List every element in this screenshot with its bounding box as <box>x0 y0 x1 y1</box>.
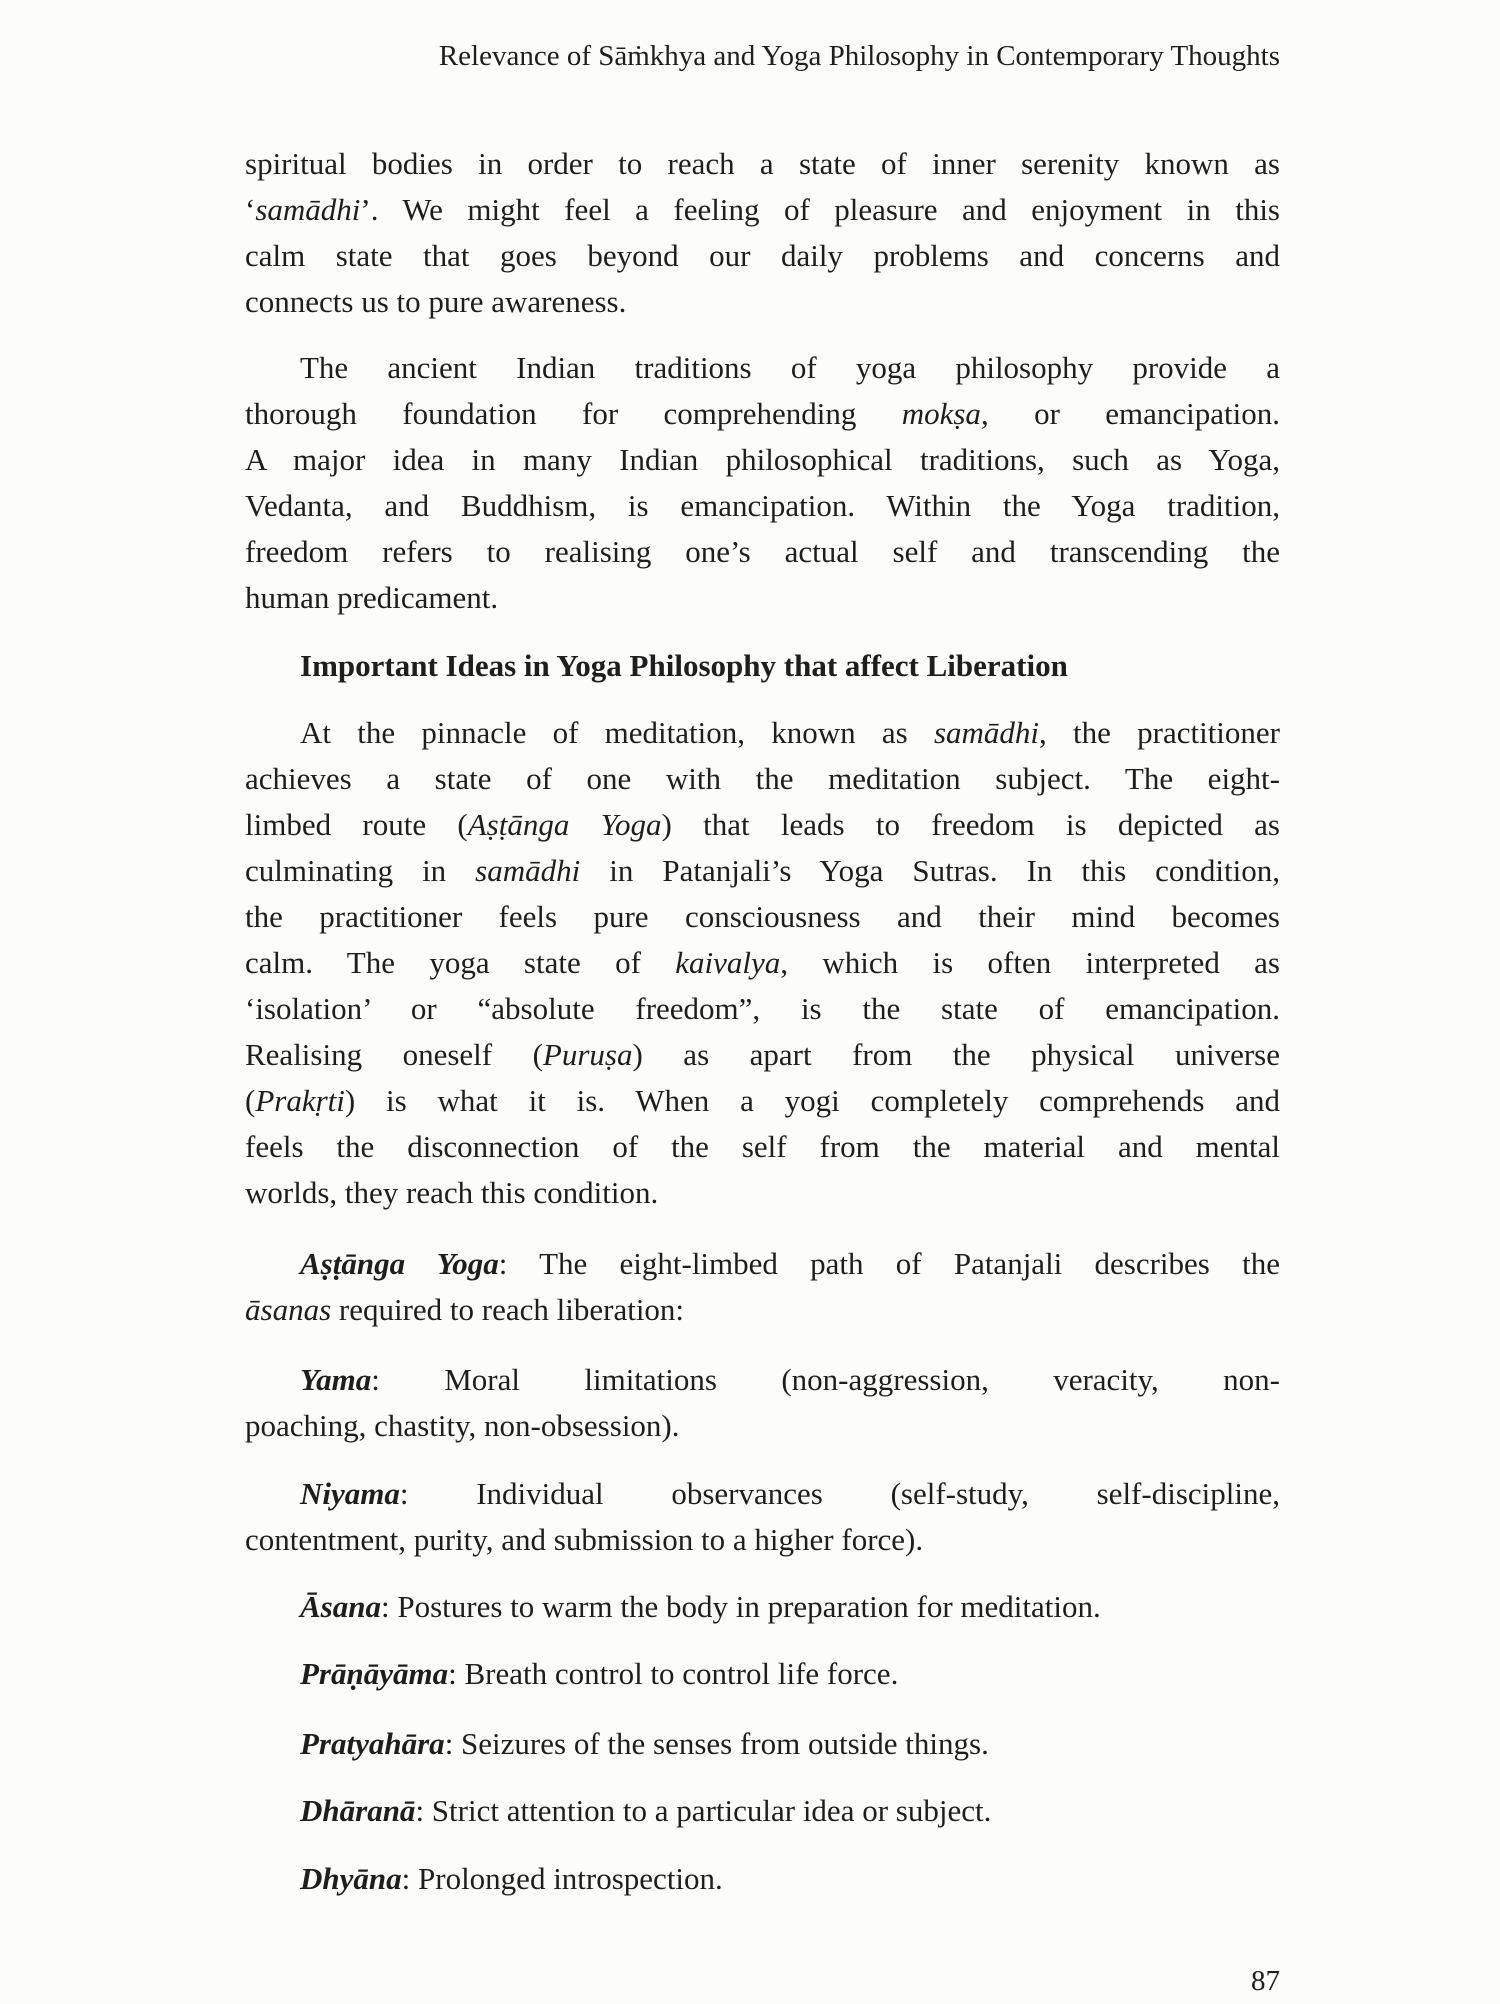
text-run: : Prolonged introspection. <box>401 1861 723 1896</box>
text-line <box>245 1170 1280 1216</box>
text-run: : Moral limitations (non-aggression, veracity, non- <box>371 1362 1280 1397</box>
text-line <box>245 437 1280 483</box>
text-line <box>245 141 1280 187</box>
emphasized-term: Dhyāna <box>300 1861 402 1896</box>
emphasized-term: Aṣṭānga Yoga <box>467 807 662 842</box>
text-run: Realising oneself ( <box>245 1037 543 1072</box>
text-run: The ancient Indian traditions of yoga philosophy provide a <box>300 350 1280 385</box>
text-run: thorough foundation for comprehending <box>245 396 902 431</box>
text-run: contentment, purity, and submission to a higher force). <box>245 1522 924 1557</box>
text-run: , which is often interpreted as <box>780 945 1280 980</box>
text-line <box>245 187 1280 233</box>
text-run: ) that leads to freedom is depicted as <box>661 807 1280 842</box>
text-line <box>245 1471 1280 1517</box>
text-run: ) as apart from the physical universe <box>632 1037 1280 1072</box>
emphasized-term: samādhi <box>255 192 361 227</box>
text-line <box>245 710 1280 756</box>
section-heading: Important Ideas in Yoga Philosophy that affect Liberation <box>300 648 1068 683</box>
paragraph-pratyahara <box>245 1721 1280 1767</box>
emphasized-term: Pratyahāra <box>300 1726 445 1761</box>
text-line <box>245 345 1280 391</box>
text-run: : The eight-limbed path of Patanjali describes the <box>498 1246 1280 1281</box>
page-number: 87 <box>1251 1965 1280 1997</box>
text-run: achieves a state of one with the meditation subject. The eight- <box>245 761 1280 796</box>
paragraph-samadhi <box>245 710 1280 1216</box>
paragraph-niyama <box>245 1471 1280 1563</box>
text-run: : Individual observances (self-study, self-discipline, <box>399 1476 1280 1511</box>
text-run: human predicament. <box>245 580 499 615</box>
text-line <box>245 1856 1280 1902</box>
text-run: ’. We might feel a feeling of pleasure and enjoyment in this <box>360 192 1280 227</box>
text-line <box>245 279 1280 325</box>
paragraph-serenity <box>245 141 1280 325</box>
paragraph-yama <box>245 1357 1280 1449</box>
text-line <box>245 756 1280 802</box>
emphasized-term: mokṣa <box>901 396 981 431</box>
paragraph-pranayama <box>245 1651 1280 1697</box>
text-run: spiritual bodies in order to reach a state of inner serenity known as <box>245 146 1280 181</box>
text-line <box>245 986 1280 1032</box>
text-run: ‘ <box>245 192 256 227</box>
running-header: Relevance of Sāṁkhya and Yoga Philosophy in Contemporary Thoughts <box>438 40 1280 72</box>
text-line <box>245 1651 1280 1697</box>
text-line <box>245 1403 1280 1449</box>
text-line <box>245 575 1280 621</box>
text-line <box>245 1517 1280 1563</box>
text-run: : Breath control to control life force. <box>448 1656 899 1691</box>
text-line <box>245 802 1280 848</box>
text-run: , the practitioner <box>1039 715 1280 750</box>
text-line <box>245 1032 1280 1078</box>
paragraph-asana <box>245 1584 1280 1630</box>
text-run: ) is what it is. When a yogi completely comprehends and <box>344 1083 1280 1118</box>
text-line <box>245 1584 1280 1630</box>
text-run: , or emancipation. <box>980 396 1280 431</box>
text-run: in Patanjali’s Yoga Sutras. In this condition, <box>580 853 1280 888</box>
emphasized-term: kaivalya <box>675 945 781 980</box>
text-line <box>245 529 1280 575</box>
text-run: : Seizures of the senses from outside things. <box>444 1726 989 1761</box>
text-line <box>245 1287 1280 1333</box>
text-line <box>245 483 1280 529</box>
text-run: At the pinnacle of meditation, known as <box>300 715 934 750</box>
text-run: calm state that goes beyond our daily problems and concerns and <box>245 238 1280 273</box>
paragraph-traditions <box>245 345 1280 621</box>
text-run: limbed route ( <box>245 807 468 842</box>
text-line <box>245 391 1280 437</box>
emphasized-term: Prāṇāyāma <box>300 1656 449 1691</box>
emphasized-term: Niyama <box>300 1476 400 1511</box>
emphasized-term: āsanas <box>245 1292 332 1327</box>
text-line <box>245 940 1280 986</box>
emphasized-term: samādhi <box>475 853 581 888</box>
text-run: feels the disconnection of the self from the material and mental <box>245 1129 1280 1164</box>
text-line <box>245 1241 1280 1287</box>
text-run: ( <box>245 1083 256 1118</box>
text-line <box>245 894 1280 940</box>
emphasized-term: samādhi <box>933 715 1040 750</box>
text-line <box>245 1124 1280 1170</box>
text-line <box>245 1788 1280 1834</box>
text-run: poaching, chastity, non-obsession). <box>245 1408 680 1443</box>
text-run: culminating in <box>245 853 476 888</box>
emphasized-term: Āsana <box>300 1589 381 1624</box>
text-run: ‘isolation’ or “absolute freedom”, is the state of emancipation. <box>245 991 1280 1026</box>
paragraph-astanga <box>245 1241 1280 1333</box>
emphasized-term: Yama <box>300 1362 372 1397</box>
emphasized-term: Aṣṭānga Yoga <box>300 1246 499 1281</box>
text-run: : Strict attention to a particular idea or subject. <box>415 1793 992 1828</box>
paragraph-dhyana <box>245 1856 1280 1902</box>
text-run: required to reach liberation: <box>331 1292 685 1327</box>
text-line <box>245 848 1280 894</box>
text-run: Vedanta, and Buddhism, is emancipation. Within the Yoga tradition, <box>245 488 1280 523</box>
text-run: A major idea in many Indian philosophical traditions, such as Yoga, <box>245 442 1280 477</box>
text-line <box>245 1078 1280 1124</box>
text-run: calm. The yoga state of <box>245 945 676 980</box>
text-run: : Postures to warm the body in preparation for meditation. <box>380 1589 1101 1624</box>
text-run: worlds, they reach this condition. <box>245 1175 659 1210</box>
emphasized-term: Puruṣa <box>542 1037 633 1072</box>
text-run: connects us to pure awareness. <box>245 284 627 319</box>
text-run: freedom refers to realising one’s actual self and transcending the <box>245 534 1280 569</box>
paragraph-dharana <box>245 1788 1280 1834</box>
text-line <box>245 1357 1280 1403</box>
emphasized-term: Prakṛti <box>255 1083 345 1118</box>
text-run: the practitioner feels pure consciousness and their mind becomes <box>245 899 1280 934</box>
text-line <box>245 233 1280 279</box>
emphasized-term: Dhāranā <box>300 1793 416 1828</box>
text-line <box>245 1721 1280 1767</box>
